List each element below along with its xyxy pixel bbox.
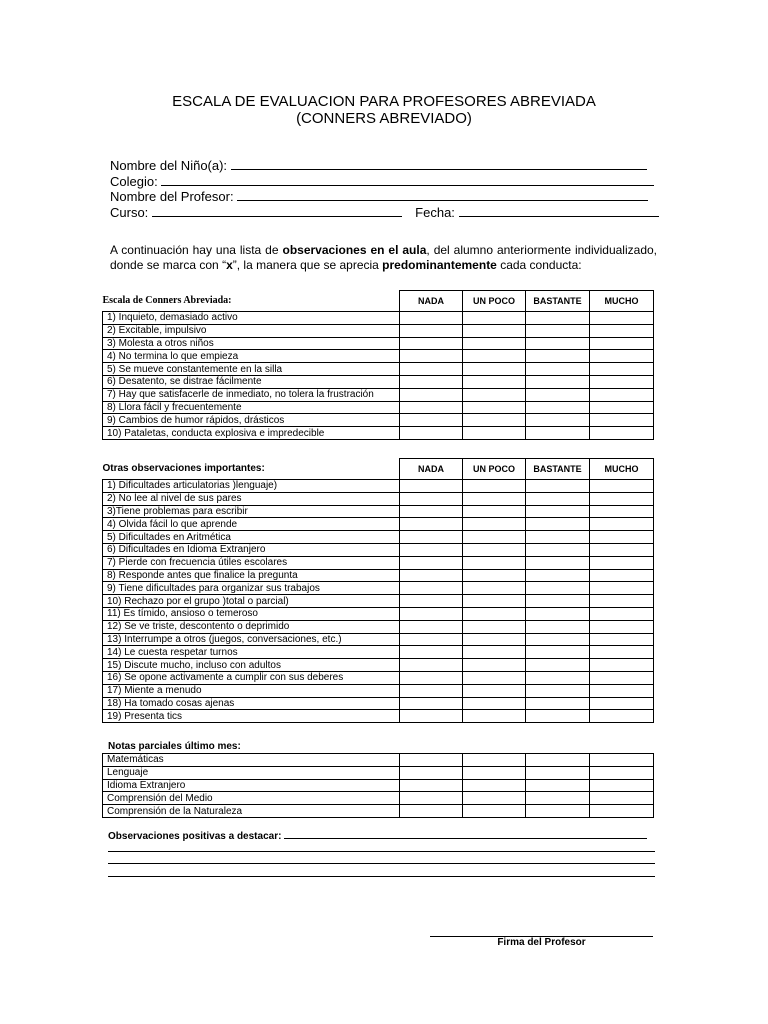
- table-row: [103, 543, 654, 556]
- rating-cell-nada[interactable]: [400, 388, 463, 401]
- rating-cell-un-poco[interactable]: [463, 607, 526, 620]
- table-row: [103, 427, 654, 440]
- item-label: 1) Dificultades articulatorias )lenguaje): [103, 480, 400, 493]
- rating-cell-mucho[interactable]: [590, 543, 654, 556]
- rating-cell-un-poco[interactable]: [463, 427, 526, 440]
- item-label: 3)Tiene problemas para escribir: [103, 505, 400, 518]
- rating-cell-nada[interactable]: [400, 531, 463, 544]
- fill-line[interactable]: [108, 876, 655, 877]
- rating-cell-mucho[interactable]: [590, 350, 654, 363]
- observaciones-field[interactable]: [108, 829, 647, 842]
- table-row: [103, 671, 654, 684]
- rating-cell-mucho[interactable]: [590, 779, 654, 792]
- rating-cell-un-poco[interactable]: [463, 505, 526, 518]
- fill-line[interactable]: [161, 174, 654, 186]
- table-row: [103, 792, 654, 805]
- rating-cell-mucho[interactable]: [590, 569, 654, 582]
- rating-cell-un-poco[interactable]: [463, 646, 526, 659]
- rating-cell-mucho[interactable]: [590, 427, 654, 440]
- rating-cell-bastante[interactable]: [526, 805, 590, 818]
- rating-cell-mucho[interactable]: [590, 480, 654, 493]
- rating-cell-mucho[interactable]: [590, 375, 654, 388]
- item-label: 5) Dificultades en Aritmética: [103, 531, 400, 544]
- rating-cell-un-poco[interactable]: [463, 518, 526, 531]
- rating-cell-mucho[interactable]: [590, 697, 654, 710]
- rating-cell-nada[interactable]: [400, 671, 463, 684]
- field-label: Observaciones positivas a destacar:: [108, 831, 282, 842]
- rating-cell-nada[interactable]: [400, 414, 463, 427]
- rating-cell-bastante[interactable]: [526, 414, 590, 427]
- column-header: BASTANTE: [526, 459, 590, 480]
- rating-cell-un-poco[interactable]: [463, 754, 526, 767]
- otras-observaciones-table: [102, 458, 654, 723]
- item-label: 1) Inquieto, demasiado activo: [103, 312, 400, 325]
- table-row: [103, 518, 654, 531]
- item-label: 6) Dificultades en Idioma Extranjero: [103, 543, 400, 556]
- column-header: MUCHO: [590, 459, 654, 480]
- column-header: UN POCO: [463, 291, 526, 312]
- rating-cell-nada[interactable]: [400, 754, 463, 767]
- rating-cell-mucho[interactable]: [590, 363, 654, 376]
- form-subtitle: (CONNERS ABREVIADO): [296, 110, 472, 127]
- rating-cell-nada[interactable]: [400, 582, 463, 595]
- table-row: [103, 480, 654, 493]
- column-header: BASTANTE: [526, 291, 590, 312]
- item-label: 8) Responde antes que finalice la pregunta: [103, 569, 400, 582]
- rating-cell-bastante[interactable]: [526, 710, 590, 723]
- rating-cell-bastante[interactable]: [526, 427, 590, 440]
- rating-cell-bastante[interactable]: [526, 518, 590, 531]
- rating-cell-bastante[interactable]: [526, 337, 590, 350]
- rating-cell-un-poco[interactable]: [463, 312, 526, 325]
- rating-cell-mucho[interactable]: [590, 671, 654, 684]
- conners-table: [102, 290, 654, 440]
- rating-cell-un-poco[interactable]: [463, 620, 526, 633]
- rating-cell-bastante[interactable]: [526, 582, 590, 595]
- table-row: [103, 620, 654, 633]
- table-row: [103, 363, 654, 376]
- rating-cell-nada[interactable]: [400, 543, 463, 556]
- rating-cell-un-poco[interactable]: [463, 582, 526, 595]
- rating-cell-nada[interactable]: [400, 324, 463, 337]
- table-row: [103, 646, 654, 659]
- item-label: 9) Cambios de humor rápidos, drásticos: [103, 414, 400, 427]
- rating-cell-nada[interactable]: [400, 480, 463, 493]
- table-row: [103, 684, 654, 697]
- rating-cell-nada[interactable]: [400, 505, 463, 518]
- rating-cell-bastante[interactable]: [526, 350, 590, 363]
- field-curso[interactable]: [110, 205, 659, 220]
- rating-cell-nada[interactable]: [400, 659, 463, 672]
- table-row: [103, 531, 654, 544]
- rating-cell-nada[interactable]: [400, 766, 463, 779]
- rating-cell-bastante[interactable]: [526, 646, 590, 659]
- rating-cell-un-poco[interactable]: [463, 710, 526, 723]
- item-label: Comprensión de la Naturaleza: [103, 805, 400, 818]
- item-label: 7) Hay que satisfacerle de inmediato, no tolera la frustración: [103, 388, 400, 401]
- rating-cell-un-poco[interactable]: [463, 531, 526, 544]
- table-row: [103, 324, 654, 337]
- form-title: ESCALA DE EVALUACION PARA PROFESORES ABREVIADA: [172, 93, 596, 110]
- rating-cell-mucho[interactable]: [590, 324, 654, 337]
- rating-cell-mucho[interactable]: [590, 633, 654, 646]
- item-label: 10) Pataletas, conducta explosiva e impredecible: [103, 427, 400, 440]
- rating-cell-nada[interactable]: [400, 363, 463, 376]
- table-row: [103, 556, 654, 569]
- rating-cell-bastante[interactable]: [526, 766, 590, 779]
- item-label: 12) Se ve triste, descontento o deprimido: [103, 620, 400, 633]
- item-label: Idioma Extranjero: [103, 779, 400, 792]
- rating-cell-bastante[interactable]: [526, 754, 590, 767]
- rating-cell-nada[interactable]: [400, 556, 463, 569]
- table-row: [103, 401, 654, 414]
- rating-cell-mucho[interactable]: [590, 505, 654, 518]
- rating-cell-un-poco[interactable]: [463, 350, 526, 363]
- rating-cell-nada[interactable]: [400, 595, 463, 608]
- rating-cell-bastante[interactable]: [526, 324, 590, 337]
- rating-cell-mucho[interactable]: [590, 492, 654, 505]
- rating-cell-mucho[interactable]: [590, 805, 654, 818]
- rating-cell-nada[interactable]: [400, 779, 463, 792]
- field-label: Fecha:: [415, 205, 455, 220]
- table-row: [103, 505, 654, 518]
- item-label: 18) Ha tomado cosas ajenas: [103, 697, 400, 710]
- rating-cell-bastante[interactable]: [526, 531, 590, 544]
- item-label: 15) Discute mucho, incluso con adultos: [103, 659, 400, 672]
- fill-line[interactable]: [459, 205, 659, 217]
- rating-cell-un-poco[interactable]: [463, 492, 526, 505]
- rating-cell-mucho[interactable]: [590, 595, 654, 608]
- rating-cell-mucho[interactable]: [590, 531, 654, 544]
- rating-cell-mucho[interactable]: [590, 388, 654, 401]
- rating-cell-un-poco[interactable]: [463, 388, 526, 401]
- rating-cell-bastante[interactable]: [526, 659, 590, 672]
- table-caption: Escala de Conners Abreviada:: [102, 295, 232, 307]
- rating-cell-nada[interactable]: [400, 792, 463, 805]
- table-row: [103, 569, 654, 582]
- rating-cell-bastante[interactable]: [526, 697, 590, 710]
- table-row: [103, 312, 654, 325]
- rating-cell-un-poco[interactable]: [463, 805, 526, 818]
- rating-cell-mucho[interactable]: [590, 312, 654, 325]
- rating-cell-mucho[interactable]: [590, 607, 654, 620]
- rating-cell-mucho[interactable]: [590, 684, 654, 697]
- signature-label: Firma del Profesor: [497, 937, 586, 948]
- item-label: Lenguaje: [103, 766, 400, 779]
- rating-cell-nada[interactable]: [400, 607, 463, 620]
- item-label: Comprensión del Medio: [103, 792, 400, 805]
- rating-cell-bastante[interactable]: [526, 401, 590, 414]
- rating-cell-bastante[interactable]: [526, 607, 590, 620]
- rating-cell-nada[interactable]: [400, 697, 463, 710]
- rating-cell-un-poco[interactable]: [463, 480, 526, 493]
- item-label: 13) Interrumpe a otros (juegos, conversaciones, etc.): [103, 633, 400, 646]
- rating-cell-un-poco[interactable]: [463, 792, 526, 805]
- item-label: 7) Pierde con frecuencia útiles escolares: [103, 556, 400, 569]
- rating-cell-un-poco[interactable]: [463, 375, 526, 388]
- rating-cell-nada[interactable]: [400, 646, 463, 659]
- rating-cell-mucho[interactable]: [590, 792, 654, 805]
- field-label: Curso:: [110, 205, 149, 220]
- item-label: 8) Llora fácil y frecuentemente: [103, 401, 400, 414]
- item-label: 10) Rechazo por el grupo )total o parcial): [103, 595, 400, 608]
- item-label: 19) Presenta tics: [103, 710, 400, 723]
- rating-cell-mucho[interactable]: [590, 620, 654, 633]
- item-label: 6) Desatento, se distrae fácilmente: [103, 375, 400, 388]
- table-row: [103, 350, 654, 363]
- item-label: 16) Se opone activamente a cumplir con sus deberes: [103, 671, 400, 684]
- table-row: [103, 492, 654, 505]
- rating-cell-un-poco[interactable]: [463, 414, 526, 427]
- rating-cell-un-poco[interactable]: [463, 779, 526, 792]
- rating-cell-nada[interactable]: [400, 492, 463, 505]
- rating-cell-un-poco[interactable]: [463, 543, 526, 556]
- item-label: 3) Molesta a otros niños: [103, 337, 400, 350]
- item-label: 11) Es tímido, ansioso o temeroso: [103, 607, 400, 620]
- rating-cell-nada[interactable]: [400, 375, 463, 388]
- field-nombre-profesor[interactable]: [110, 189, 648, 204]
- rating-cell-un-poco[interactable]: [463, 684, 526, 697]
- rating-cell-nada[interactable]: [400, 350, 463, 363]
- item-label: 14) Le cuesta respetar turnos: [103, 646, 400, 659]
- notas-table: [102, 753, 654, 818]
- item-label: 4) No termina lo que empieza: [103, 350, 400, 363]
- rating-cell-un-poco[interactable]: [463, 337, 526, 350]
- rating-cell-bastante[interactable]: [526, 595, 590, 608]
- rating-cell-bastante[interactable]: [526, 375, 590, 388]
- column-header: NADA: [400, 459, 463, 480]
- rating-cell-bastante[interactable]: [526, 543, 590, 556]
- table-row: [103, 607, 654, 620]
- fill-line[interactable]: [237, 189, 648, 201]
- rating-cell-nada[interactable]: [400, 684, 463, 697]
- item-label: 2) No lee al nivel de sus pares: [103, 492, 400, 505]
- rating-cell-bastante[interactable]: [526, 556, 590, 569]
- rating-cell-bastante[interactable]: [526, 684, 590, 697]
- table-caption: Otras observaciones importantes:: [102, 463, 265, 475]
- rating-cell-mucho[interactable]: [590, 754, 654, 767]
- item-label: 9) Tiene dificultades para organizar sus trabajos: [103, 582, 400, 595]
- rating-cell-bastante[interactable]: [526, 388, 590, 401]
- table-row: [103, 595, 654, 608]
- item-label: 4) Olvida fácil lo que aprende: [103, 518, 400, 531]
- rating-cell-un-poco[interactable]: [463, 697, 526, 710]
- rating-cell-un-poco[interactable]: [463, 401, 526, 414]
- table-row: [103, 582, 654, 595]
- field-colegio[interactable]: [110, 174, 654, 189]
- table-row: [103, 805, 654, 818]
- rating-cell-un-poco[interactable]: [463, 324, 526, 337]
- table-row: [103, 388, 654, 401]
- rating-cell-mucho[interactable]: [590, 659, 654, 672]
- field-label: Nombre del Profesor:: [110, 189, 234, 204]
- rating-cell-mucho[interactable]: [590, 414, 654, 427]
- rating-cell-nada[interactable]: [400, 633, 463, 646]
- rating-cell-un-poco[interactable]: [463, 659, 526, 672]
- fill-line[interactable]: [108, 851, 655, 852]
- table-row: [103, 414, 654, 427]
- rating-cell-mucho[interactable]: [590, 582, 654, 595]
- field-nombre-nino[interactable]: [110, 158, 647, 173]
- rating-cell-bastante[interactable]: [526, 620, 590, 633]
- table-row: [103, 375, 654, 388]
- rating-cell-un-poco[interactable]: [463, 363, 526, 376]
- item-label: 5) Se mueve constantemente en la silla: [103, 363, 400, 376]
- column-header: UN POCO: [463, 459, 526, 480]
- rating-cell-bastante[interactable]: [526, 363, 590, 376]
- instructions: A continuación hay una lista de observaciones en el aula, del alumno anteriormente individualizado, donde se marca con “x”, la manera que se aprecia predominantemente cada conducta:: [110, 243, 657, 272]
- rating-cell-nada[interactable]: [400, 337, 463, 350]
- table-row: [103, 697, 654, 710]
- rating-cell-mucho[interactable]: [590, 646, 654, 659]
- fill-line[interactable]: [284, 829, 647, 839]
- table-row: [103, 779, 654, 792]
- rating-cell-nada[interactable]: [400, 427, 463, 440]
- rating-cell-bastante[interactable]: [526, 492, 590, 505]
- table-row: [103, 659, 654, 672]
- item-label: Matemáticas: [103, 754, 400, 767]
- rating-cell-nada[interactable]: [400, 518, 463, 531]
- rating-cell-bastante[interactable]: [526, 569, 590, 582]
- rating-cell-mucho[interactable]: [590, 518, 654, 531]
- item-label: 17) Miente a menudo: [103, 684, 400, 697]
- rating-cell-mucho[interactable]: [590, 401, 654, 414]
- rating-cell-mucho[interactable]: [590, 337, 654, 350]
- rating-cell-nada[interactable]: [400, 710, 463, 723]
- fill-line[interactable]: [108, 863, 655, 864]
- column-header: NADA: [400, 291, 463, 312]
- rating-cell-nada[interactable]: [400, 620, 463, 633]
- table-row: [103, 337, 654, 350]
- rating-cell-un-poco[interactable]: [463, 595, 526, 608]
- fill-line[interactable]: [152, 205, 402, 217]
- rating-cell-nada[interactable]: [400, 312, 463, 325]
- item-label: 2) Excitable, impulsivo: [103, 324, 400, 337]
- rating-cell-nada[interactable]: [400, 401, 463, 414]
- field-label: Nombre del Niño(a):: [110, 158, 228, 173]
- rating-cell-bastante[interactable]: [526, 505, 590, 518]
- rating-cell-bastante[interactable]: [526, 633, 590, 646]
- rating-cell-bastante[interactable]: [526, 480, 590, 493]
- notas-title: Notas parciales último mes:: [108, 741, 241, 752]
- rating-cell-bastante[interactable]: [526, 792, 590, 805]
- fill-line[interactable]: [231, 158, 647, 170]
- rating-cell-bastante[interactable]: [526, 779, 590, 792]
- table-row: [103, 710, 654, 723]
- table-row: [103, 633, 654, 646]
- rating-cell-un-poco[interactable]: [463, 766, 526, 779]
- rating-cell-bastante[interactable]: [526, 671, 590, 684]
- rating-cell-nada[interactable]: [400, 569, 463, 582]
- rating-cell-un-poco[interactable]: [463, 633, 526, 646]
- rating-cell-mucho[interactable]: [590, 556, 654, 569]
- rating-cell-mucho[interactable]: [590, 766, 654, 779]
- table-row: [103, 754, 654, 767]
- table-row: [103, 766, 654, 779]
- rating-cell-mucho[interactable]: [590, 710, 654, 723]
- rating-cell-bastante[interactable]: [526, 312, 590, 325]
- rating-cell-nada[interactable]: [400, 805, 463, 818]
- rating-cell-un-poco[interactable]: [463, 569, 526, 582]
- rating-cell-un-poco[interactable]: [463, 556, 526, 569]
- rating-cell-un-poco[interactable]: [463, 671, 526, 684]
- column-header: MUCHO: [590, 291, 654, 312]
- field-label: Colegio:: [110, 174, 158, 189]
